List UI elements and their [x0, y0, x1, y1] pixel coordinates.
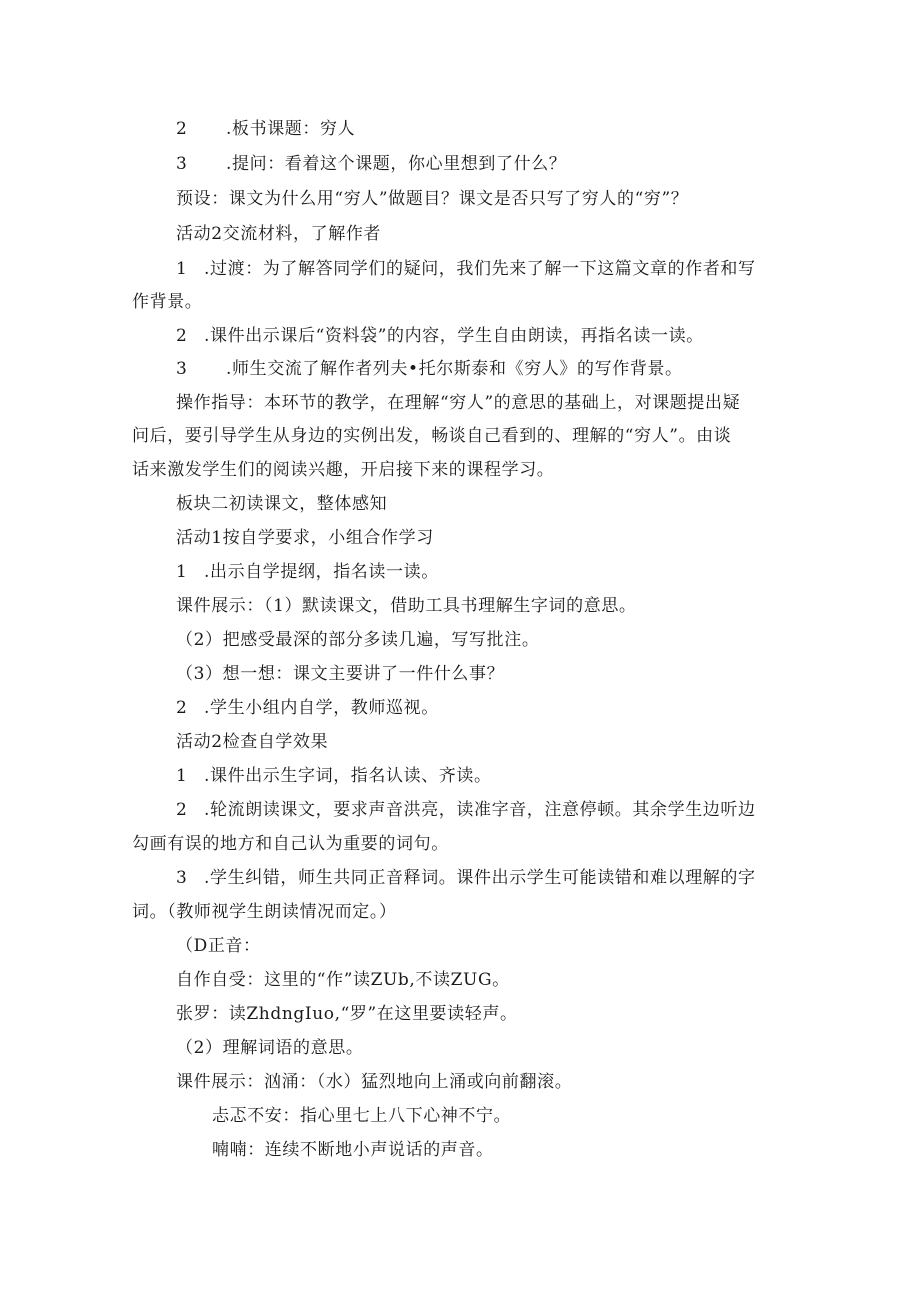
- text-line: [212, 1139, 494, 1161]
- item-number: 3: [176, 359, 188, 379]
- text-line: [176, 595, 637, 617]
- text-line: [176, 153, 566, 175]
- item-number: 2: [176, 326, 188, 346]
- item-number: 1: [176, 562, 188, 582]
- text-line: [176, 392, 740, 414]
- text-line: [176, 1037, 363, 1059]
- text-line: [176, 935, 261, 957]
- text-line: [132, 459, 554, 481]
- line-text: .过渡：为了解答同学们的疑问，我们先来了解一下这篇文章的作者和写: [204, 259, 756, 279]
- item-number: 1: [176, 259, 188, 279]
- line-text: .出示自学提纲，指名读一读。: [204, 562, 439, 582]
- line-text: 喃喃：连续不断地小声说话的声音。: [212, 1140, 494, 1160]
- text-line: [176, 561, 439, 583]
- text-line: [176, 258, 756, 280]
- text-line: [176, 969, 510, 991]
- line-text: .学生纠错，师生共同正音释词。课件出示学生可能读错和难以理解的字: [204, 868, 756, 888]
- line-text: .提问：看着这个课题，你心里想到了什么？: [226, 154, 567, 174]
- text-line: [176, 358, 683, 380]
- line-text: 操作指导：本环节的教学，在理解“穷人”的意思的基础上，对课题提出疑: [176, 393, 741, 413]
- section-heading: [176, 731, 328, 753]
- text-line: [176, 629, 539, 651]
- line-text: 活动1按自学要求，小组合作学习: [176, 528, 434, 548]
- line-text: 勾画有误的地方和自己认为重要的词句。: [132, 834, 449, 854]
- line-text: 张罗：读ZhdngIuo,“罗”在这里要读轻声。: [176, 1004, 518, 1024]
- line-text: 课件展示：（1）默读课文，借助工具书理解生字词的意思。: [176, 596, 637, 616]
- item-number: 2: [176, 800, 188, 820]
- text-line: [212, 1105, 511, 1127]
- item-number: 3: [176, 154, 188, 174]
- line-text: 预设：课文为什么用“穷人”做题目？课文是否只写了穷人的“穷”？: [176, 189, 689, 209]
- text-line: [176, 867, 756, 889]
- line-text: 话来激发学生们的阅读兴趣，开启接下来的课程学习。: [132, 460, 555, 480]
- text-line: [176, 765, 492, 787]
- line-text: .板书课题：穷人: [226, 119, 356, 139]
- line-text: （2）把感受最深的部分多读几遍，写写批注。: [176, 630, 540, 650]
- line-text: 作背景。: [132, 292, 203, 312]
- item-number: 2: [176, 698, 188, 718]
- section-heading: [176, 223, 381, 245]
- text-line: [176, 1003, 518, 1025]
- text-line: [176, 188, 688, 210]
- line-text: 板块二初读课文，整体感知: [176, 494, 388, 514]
- line-text: .轮流朗读课文，要求声音洪亮，读准字音，注意停顿。其余学生边听边: [204, 800, 756, 820]
- section-heading: [176, 493, 387, 515]
- line-text: 自作自受：这里的“作”读ZUb,不读ZUG。: [176, 970, 510, 990]
- line-text: 活动2交流材料，了解作者: [176, 224, 382, 244]
- text-line: [176, 663, 504, 685]
- text-line: [132, 425, 731, 447]
- line-text: 忐忑不安：指心里七上八下心神不宁。: [212, 1106, 512, 1126]
- line-text: （2）理解词语的意思。: [176, 1038, 364, 1058]
- line-text: .学生小组内自学，教师巡视。: [204, 698, 439, 718]
- line-text: 词。（教师视学生朗读情况而定。）: [132, 902, 397, 922]
- line-text: .课件出示生字词，指名认读、齐读。: [204, 766, 492, 786]
- text-line: [132, 833, 449, 855]
- item-number: 3: [176, 868, 188, 888]
- text-line: [176, 325, 704, 347]
- section-heading: [176, 527, 434, 549]
- text-line: [176, 118, 355, 140]
- text-line: [176, 697, 439, 719]
- item-number: 2: [176, 119, 188, 139]
- line-text: .师生交流了解作者列夫•托尔斯泰和《穷人》的写作背景。: [226, 359, 683, 379]
- line-text: 问后，要引导学生从身边的实例出发，畅谈自己看到的、理解的“穷人”。由谈: [132, 426, 732, 446]
- text-line: [132, 901, 397, 923]
- text-line: [176, 1071, 572, 1093]
- line-text: （3）想一想：课文主要讲了一件什么事？: [176, 664, 505, 684]
- line-text: （D正音：: [176, 936, 261, 956]
- text-line: [132, 291, 202, 313]
- item-number: 1: [176, 766, 188, 786]
- line-text: 活动2检查自学效果: [176, 732, 329, 752]
- line-text: .课件出示课后“资料袋”的内容，学生自由朗读，再指名读一读。: [204, 326, 704, 346]
- line-text: 课件展示：汹涌：（水）猛烈地向上涌或向前翻滚。: [176, 1072, 573, 1092]
- text-line: [176, 799, 756, 821]
